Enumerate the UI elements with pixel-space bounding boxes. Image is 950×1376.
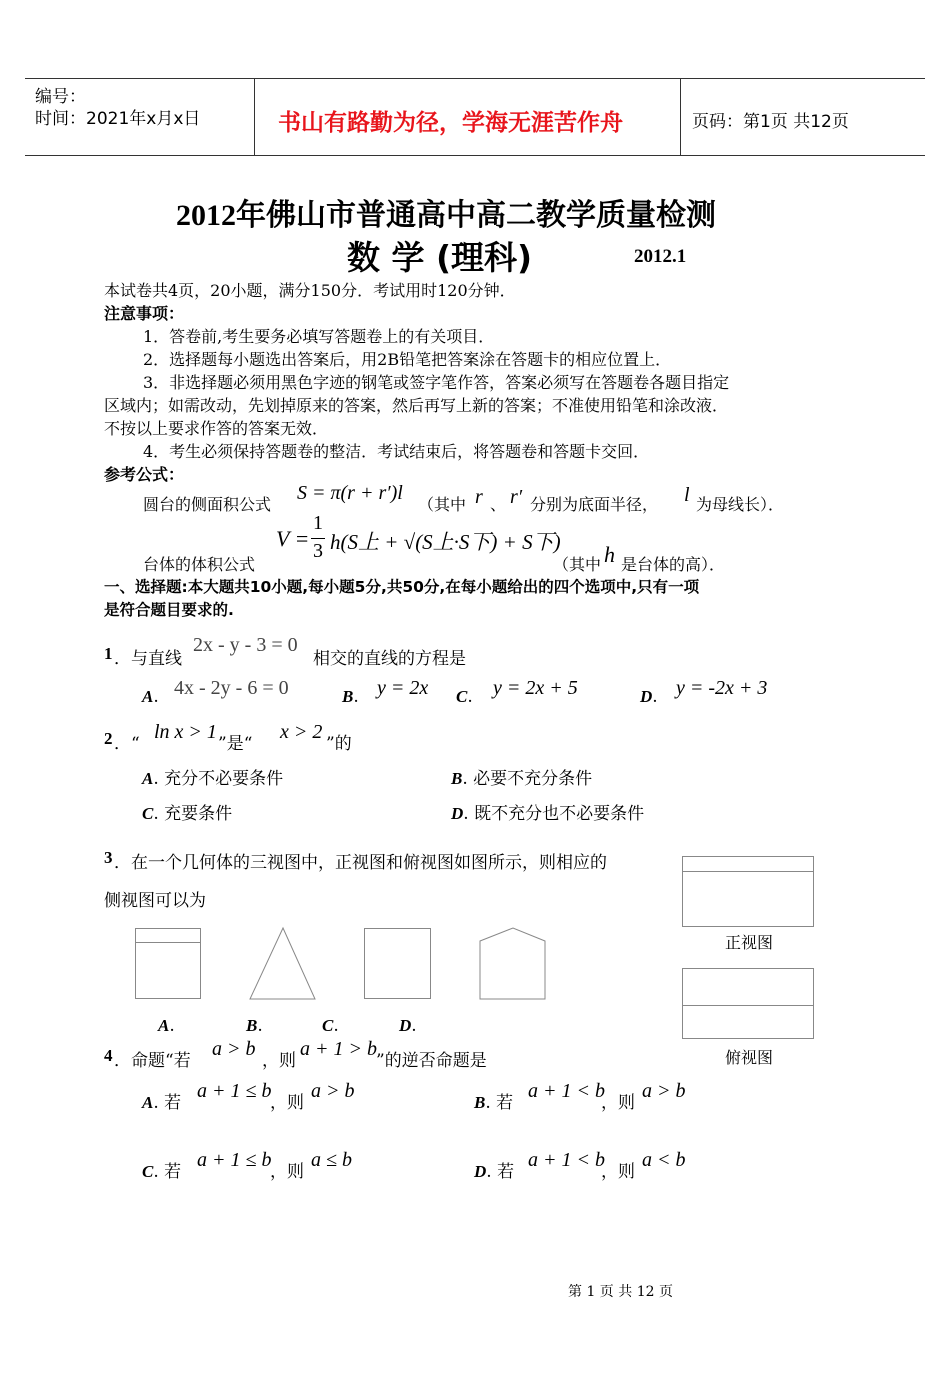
question-stem: ．与直线	[114, 649, 182, 669]
option-letter: A	[142, 1093, 154, 1112]
option-dot: .	[153, 1162, 159, 1182]
question-stem: ”的逆否命题是	[376, 1051, 487, 1071]
option-text: 既不充分也不必要条件	[474, 804, 645, 824]
option-letter: D	[399, 1016, 412, 1035]
option-b-then: ，则	[601, 1093, 635, 1113]
option-c-figure[interactable]	[364, 928, 431, 999]
option-if: 若	[497, 1162, 515, 1182]
option-b-text: y = 2x	[377, 677, 429, 699]
notice-item: 4．考生必须保持答题卷的整洁．考试结束后，将答题卷和答题卡交回．	[143, 442, 650, 461]
question-number: 4	[104, 1046, 113, 1065]
option-c-cond: a + 1 ≤ b	[197, 1149, 272, 1171]
question-stem-math: ln x > 1	[154, 721, 217, 743]
option-letter: B	[342, 687, 354, 706]
question-stem: ．命题“若	[114, 1051, 191, 1071]
exam-intro: 本试卷共4页，20小题，满分150分．考试用时120分钟．	[104, 281, 516, 300]
frustum-volume-h: h	[604, 542, 615, 567]
header-top-rule	[25, 78, 925, 79]
question-stem: ，则	[262, 1051, 296, 1071]
triangle-shape	[250, 928, 315, 999]
option-c-res: a ≤ b	[311, 1149, 352, 1171]
figure-divider	[683, 1005, 813, 1006]
option-if: 若	[496, 1093, 514, 1113]
question-stem-cont: 侧视图可以为	[104, 891, 206, 911]
question-stem: ”是“	[218, 734, 253, 754]
option-letter: B	[451, 769, 463, 788]
top-view-figure	[682, 968, 814, 1039]
notice-item: 1．答卷前,考生要务必填写答题卷上的有关项目．	[143, 327, 495, 346]
header-bottom-rule	[25, 155, 925, 156]
frustum-area-r2: r′	[510, 486, 523, 508]
option-d-figure[interactable]	[478, 926, 548, 1001]
question-number: 3	[104, 848, 113, 867]
option-c[interactable]	[456, 687, 473, 707]
option-b-label[interactable]	[246, 1016, 263, 1036]
option-letter: D	[474, 1162, 487, 1181]
frustum-area-note: （其中	[418, 495, 467, 514]
option-b-figure[interactable]	[248, 926, 318, 1001]
notice-item: 区域内；如需改动，先划掉原来的答案，然后再写上新的答案；不准使用铅笔和涂改液．	[104, 396, 729, 415]
exam-title: 2012年佛山市普通高中高二教学质量检测	[176, 199, 716, 232]
figure-divider	[136, 942, 200, 943]
option-dot: .	[411, 1016, 417, 1036]
frustum-area-r: r	[475, 486, 483, 508]
option-a-figure[interactable]	[135, 928, 201, 999]
frustum-area-note: 为母线长）．	[696, 495, 785, 514]
option-letter: A	[158, 1016, 170, 1035]
option-dot: .	[153, 769, 159, 789]
question-number: 2	[104, 729, 113, 748]
question-stem: ．在一个几何体的三视图中，正视图和俯视图如图所示，则相应的	[114, 853, 607, 873]
option-dot: .	[467, 687, 473, 707]
option-b[interactable]	[342, 687, 359, 707]
option-if: 若	[164, 1162, 182, 1182]
option-text: 充分不必要条件	[164, 769, 284, 789]
option-letter: B	[474, 1093, 486, 1112]
frustum-area-sep: 、	[490, 495, 507, 514]
section1-heading: 一、选择题:本大题共10小题,每小题5分,共50分,在每小题给出的四个选项中,只有一项	[104, 578, 700, 596]
option-c-label[interactable]	[322, 1016, 339, 1036]
fraction-bar	[311, 538, 325, 539]
option-dot: .	[353, 687, 359, 707]
question-stem-math: a > b	[212, 1038, 256, 1060]
option-d-res: a < b	[642, 1149, 686, 1171]
notice-item: 3．非选择题必须用黑色字迹的钢笔或签字笔作答，答案必须写在答题卷各题目指定	[143, 373, 730, 392]
question-number: 1	[104, 644, 113, 663]
front-view-label: 正视图	[725, 933, 774, 952]
option-dot: .	[169, 1016, 175, 1036]
option-text: 充要条件	[164, 804, 233, 824]
question-stem-math: x > 2	[280, 721, 323, 743]
option-a-text: 4x - 2y - 6 = 0	[174, 677, 289, 699]
header-motto: 书山有路勤为径，学海无涯苦作舟	[278, 110, 623, 136]
frustum-volume-note: 是台体的高）．	[621, 555, 726, 574]
option-b[interactable]	[474, 1088, 513, 1113]
top-view-label: 俯视图	[725, 1048, 774, 1067]
option-a[interactable]	[142, 687, 159, 707]
option-dot: .	[486, 1162, 492, 1182]
option-dot: .	[485, 1093, 491, 1113]
option-d-then: ，则	[601, 1162, 635, 1182]
frustum-volume-lhs: V =	[276, 526, 310, 551]
option-dot: .	[463, 804, 469, 824]
header-page-info: 页码：第1页 共12页	[692, 112, 849, 132]
option-letter: C	[322, 1016, 334, 1035]
option-a[interactable]	[142, 1088, 181, 1113]
option-d-text: y = -2x + 3	[676, 677, 768, 699]
option-letter: A	[142, 687, 154, 706]
option-dot: .	[652, 687, 658, 707]
option-d[interactable]	[640, 687, 658, 707]
option-c[interactable]	[142, 1157, 181, 1182]
option-c[interactable]	[142, 799, 232, 824]
option-c-text: y = 2x + 5	[493, 677, 578, 699]
frustum-volume-rhs: h(S上 + √(S上·S下) + S下)	[330, 530, 561, 554]
header-serial-label: 编号：	[35, 87, 86, 107]
frustum-volume-label: 台体的体积公式	[143, 555, 256, 574]
notice-item: 2．选择题每小题选出答案后，用2B铅笔把答案涂在答题卡的相应位置上．	[143, 350, 672, 369]
frustum-volume-numerator: 1	[313, 512, 323, 534]
question-stem: ”的	[326, 734, 352, 754]
front-view-figure	[682, 856, 814, 927]
option-dot: .	[153, 687, 159, 707]
option-a-label[interactable]	[158, 1016, 175, 1036]
pentagon-shape	[480, 928, 545, 999]
option-letter: C	[142, 804, 154, 823]
header-divider-left	[254, 78, 255, 155]
option-if: 若	[164, 1093, 182, 1113]
frustum-volume-note: （其中	[553, 555, 602, 574]
option-a[interactable]	[142, 764, 283, 789]
notice-item: 不按以上要求作答的答案无效．	[104, 419, 329, 438]
option-b[interactable]	[451, 764, 592, 789]
option-a-res: a > b	[311, 1080, 355, 1102]
option-letter: C	[142, 1162, 154, 1181]
frustum-volume-denominator: 3	[313, 540, 323, 562]
option-d-cond: a + 1 < b	[528, 1149, 605, 1171]
page-footer: 第 1 页 共 12 页	[568, 1284, 673, 1300]
option-dot: .	[333, 1016, 339, 1036]
notice-heading: 注意事项：	[104, 304, 185, 323]
option-letter: D	[640, 687, 653, 706]
frustum-area-note: 分别为底面半径，	[530, 495, 659, 514]
option-d[interactable]	[474, 1157, 514, 1182]
option-c-then: ，则	[270, 1162, 304, 1182]
option-letter: D	[451, 804, 464, 823]
header-time-label: 时间：2021年x月x日	[35, 109, 201, 129]
option-dot: .	[153, 804, 159, 824]
option-a-cond: a + 1 ≤ b	[197, 1080, 272, 1102]
question-stem-math: 2x - y - 3 = 0	[193, 634, 298, 656]
frustum-area-label: 圆台的侧面积公式	[143, 495, 272, 514]
question-stem-math: a + 1 > b	[300, 1038, 377, 1060]
formulas-heading: 参考公式：	[104, 465, 185, 484]
question-stem: ．“	[114, 734, 140, 754]
frustum-area-l: l	[684, 484, 690, 506]
exam-date: 2012.1	[634, 246, 687, 267]
option-letter: A	[142, 769, 154, 788]
option-dot: .	[257, 1016, 263, 1036]
section1-heading-cont: 是符合题目要求的.	[104, 601, 234, 619]
option-d-label[interactable]	[399, 1016, 417, 1036]
option-dot: .	[153, 1093, 159, 1113]
exam-subject: 数 学 (理科)	[347, 238, 533, 277]
option-b-cond: a + 1 < b	[528, 1080, 605, 1102]
option-letter: B	[246, 1016, 258, 1035]
frustum-area-formula: S = π(r + r′)l	[297, 482, 403, 504]
figure-divider	[683, 871, 813, 872]
option-letter: C	[456, 687, 468, 706]
option-dot: .	[462, 769, 468, 789]
header-divider-right	[680, 78, 681, 155]
option-d[interactable]	[451, 799, 644, 824]
option-b-res: a > b	[642, 1080, 686, 1102]
option-a-then: ，则	[270, 1093, 304, 1113]
question-stem: 相交的直线的方程是	[313, 649, 466, 669]
option-text: 必要不充分条件	[473, 769, 593, 789]
